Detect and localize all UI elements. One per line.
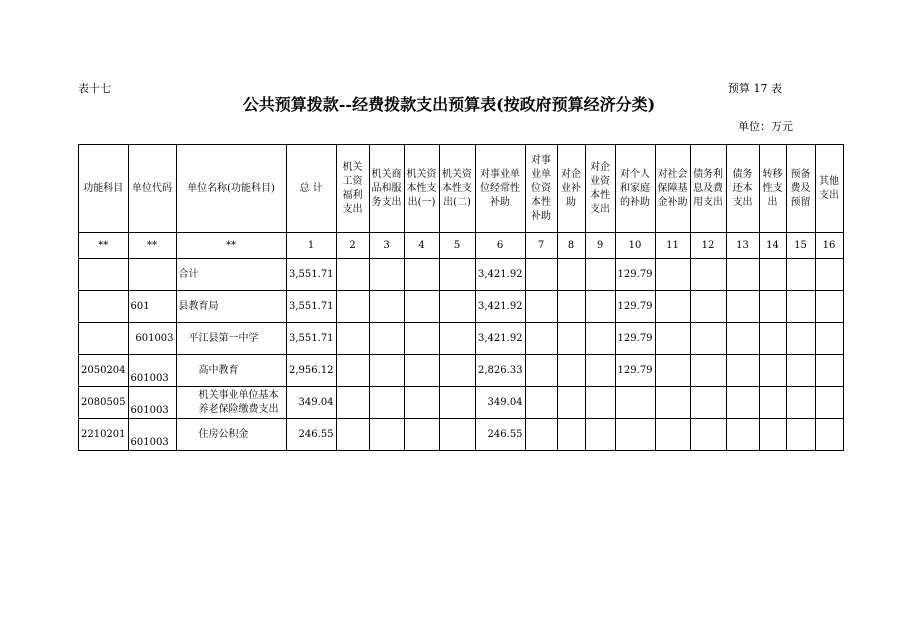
table-cell bbox=[557, 355, 585, 387]
table-cell bbox=[439, 355, 475, 387]
c10-cell: 129.79 bbox=[615, 259, 655, 291]
table-cell bbox=[369, 323, 404, 355]
index-cell: 6 bbox=[475, 233, 525, 259]
index-cell: 7 bbox=[525, 233, 557, 259]
table-cell bbox=[726, 323, 759, 355]
col-header-c3: 机关商品和服务支出 bbox=[369, 145, 404, 233]
col-header-c8: 对企业补助 bbox=[557, 145, 585, 233]
index-cell: 15 bbox=[786, 233, 815, 259]
table-cell bbox=[439, 323, 475, 355]
total-cell: 246.55 bbox=[286, 419, 336, 451]
table-cell bbox=[557, 419, 585, 451]
index-cell: ** bbox=[79, 233, 129, 259]
func-subject-cell bbox=[79, 419, 129, 451]
unit-name: 平江县第一中学 bbox=[188, 332, 259, 344]
table-row bbox=[79, 323, 844, 355]
table-cell bbox=[655, 355, 690, 387]
table-cell bbox=[369, 291, 404, 323]
table-cell bbox=[815, 355, 843, 387]
col-header-c5: 机关资本性支出(二) bbox=[439, 145, 475, 233]
func-subject-code: 2050204 bbox=[81, 364, 126, 376]
table-header-row bbox=[79, 145, 844, 233]
table-cell bbox=[369, 259, 404, 291]
col-header-c16: 其他支出 bbox=[815, 145, 843, 233]
col-header-c12: 债务利息及费用支出 bbox=[690, 145, 726, 233]
unit-name: 高中教育 bbox=[198, 364, 239, 376]
table-cell bbox=[585, 291, 615, 323]
table-cell bbox=[726, 291, 759, 323]
table-cell bbox=[786, 259, 815, 291]
c10-cell: 129.79 bbox=[615, 323, 655, 355]
index-cell: 14 bbox=[759, 233, 786, 259]
col-header-unit-name: 单位名称(功能科目) bbox=[176, 145, 286, 233]
table-cell bbox=[336, 323, 369, 355]
table-cell bbox=[439, 419, 475, 451]
table-cell bbox=[439, 259, 475, 291]
table-cell bbox=[690, 291, 726, 323]
table-cell bbox=[815, 291, 843, 323]
index-cell: 12 bbox=[690, 233, 726, 259]
table-cell bbox=[726, 419, 759, 451]
c6-cell: 246.55 bbox=[475, 419, 525, 451]
index-cell: 16 bbox=[815, 233, 843, 259]
table-cell bbox=[759, 419, 786, 451]
total-cell: 3,551.71 bbox=[286, 291, 336, 323]
unit-code-cell bbox=[128, 355, 176, 387]
index-cell: 13 bbox=[726, 233, 759, 259]
unit-code: 601003 bbox=[130, 437, 169, 448]
index-cell: 9 bbox=[585, 233, 615, 259]
index-cell: 8 bbox=[557, 233, 585, 259]
budget-table bbox=[78, 144, 844, 451]
total-cell: 2,956.12 bbox=[286, 355, 336, 387]
total-cell: 3,551.71 bbox=[286, 259, 336, 291]
table-cell bbox=[585, 355, 615, 387]
func-subject-code: 2080505 bbox=[81, 396, 126, 408]
index-cell: 2 bbox=[336, 233, 369, 259]
c6-cell: 3,421.92 bbox=[475, 291, 525, 323]
table-cell bbox=[815, 419, 843, 451]
total-cell: 349.04 bbox=[286, 387, 336, 419]
unit-code-cell bbox=[128, 419, 176, 451]
table-cell bbox=[690, 259, 726, 291]
table-cell bbox=[404, 387, 439, 419]
func-subject-cell bbox=[79, 323, 129, 355]
table-cell bbox=[557, 291, 585, 323]
table-cell bbox=[786, 355, 815, 387]
table-cell bbox=[525, 259, 557, 291]
index-cell: 5 bbox=[439, 233, 475, 259]
table-cell bbox=[726, 355, 759, 387]
table-cell bbox=[585, 323, 615, 355]
table-cell bbox=[336, 259, 369, 291]
unit-code-cell bbox=[128, 323, 176, 355]
table-cell bbox=[655, 291, 690, 323]
table-cell bbox=[655, 387, 690, 419]
col-header-c2: 机关工资福利支出 bbox=[336, 145, 369, 233]
table-cell bbox=[655, 259, 690, 291]
table-cell bbox=[404, 355, 439, 387]
table-cell bbox=[690, 419, 726, 451]
table-cell bbox=[557, 323, 585, 355]
table-cell bbox=[525, 323, 557, 355]
c6-cell: 2,826.33 bbox=[475, 355, 525, 387]
table-cell bbox=[759, 291, 786, 323]
unit-name: 县教育局 bbox=[178, 300, 219, 312]
table-cell bbox=[369, 419, 404, 451]
index-cell: 1 bbox=[286, 233, 336, 259]
table-cell bbox=[690, 387, 726, 419]
unit-label: 单位：万元 bbox=[738, 120, 793, 133]
table-cell bbox=[525, 355, 557, 387]
table-cell bbox=[404, 419, 439, 451]
col-header-c11: 对社会保障基金补助 bbox=[655, 145, 690, 233]
table-cell bbox=[786, 323, 815, 355]
col-header-c14: 转移性支出 bbox=[759, 145, 786, 233]
col-header-c15: 预备费及预留 bbox=[786, 145, 815, 233]
unit-name-cell bbox=[176, 291, 286, 323]
table-cell bbox=[655, 323, 690, 355]
index-cell: 10 bbox=[615, 233, 655, 259]
table-row bbox=[79, 419, 844, 451]
unit-name-cell bbox=[176, 355, 286, 387]
table-cell bbox=[439, 387, 475, 419]
table-cell bbox=[439, 291, 475, 323]
col-header-c7: 对事业单位资本性补助 bbox=[525, 145, 557, 233]
table-cell bbox=[557, 387, 585, 419]
unit-name-cell bbox=[176, 419, 286, 451]
budget-table-code: 预算 17 表 bbox=[728, 82, 782, 95]
c10-cell: 129.79 bbox=[615, 291, 655, 323]
index-cell: ** bbox=[128, 233, 176, 259]
table-cell bbox=[690, 355, 726, 387]
table-cell bbox=[759, 323, 786, 355]
table-cell bbox=[585, 419, 615, 451]
c10-cell: 129.79 bbox=[615, 355, 655, 387]
col-header-c9: 对企业资本性支出 bbox=[585, 145, 615, 233]
page-title: 公共预算拨款--经费拨款支出预算表(按政府预算经济分类) bbox=[242, 95, 656, 114]
table-cell bbox=[786, 387, 815, 419]
col-header-func-subject: 功能科目 bbox=[79, 145, 129, 233]
col-header-c13: 债务还本支出 bbox=[726, 145, 759, 233]
table-cell bbox=[690, 323, 726, 355]
table-row bbox=[79, 291, 844, 323]
col-header-unit-code: 单位代码 bbox=[128, 145, 176, 233]
table-cell bbox=[525, 291, 557, 323]
table-cell bbox=[655, 419, 690, 451]
c6-cell: 349.04 bbox=[475, 387, 525, 419]
table-cell bbox=[759, 355, 786, 387]
table-cell bbox=[404, 259, 439, 291]
c6-cell: 3,421.92 bbox=[475, 323, 525, 355]
col-header-c6: 对事业单位经常性补助 bbox=[475, 145, 525, 233]
table-index-row bbox=[79, 233, 844, 259]
table-cell bbox=[336, 355, 369, 387]
c10-cell bbox=[615, 419, 655, 451]
unit-code-cell bbox=[128, 387, 176, 419]
unit-code: 601003 bbox=[130, 405, 169, 416]
index-cell: 3 bbox=[369, 233, 404, 259]
unit-code: 601 bbox=[130, 300, 150, 312]
table-cell bbox=[815, 323, 843, 355]
col-header-c10: 对个人和家庭的补助 bbox=[615, 145, 655, 233]
table-cell bbox=[336, 291, 369, 323]
table-cell bbox=[815, 259, 843, 291]
table-cell bbox=[815, 387, 843, 419]
c6-cell: 3,421.92 bbox=[475, 259, 525, 291]
table-cell bbox=[759, 387, 786, 419]
unit-name: 机关事业单位基本养老保险缴费支出 bbox=[198, 389, 279, 415]
index-cell: ** bbox=[176, 233, 286, 259]
unit-name-cell bbox=[176, 323, 286, 355]
unit-name: 合计 bbox=[178, 268, 199, 280]
table-cell bbox=[525, 387, 557, 419]
unit-code-cell bbox=[128, 291, 176, 323]
func-subject-code: 2210201 bbox=[81, 428, 126, 440]
unit-code: 601003 bbox=[130, 373, 169, 384]
table-cell bbox=[726, 387, 759, 419]
func-subject-cell bbox=[79, 355, 129, 387]
total-cell: 3,551.71 bbox=[286, 323, 336, 355]
table-cell bbox=[786, 291, 815, 323]
table-cell bbox=[404, 323, 439, 355]
table-cell bbox=[369, 355, 404, 387]
table-cell bbox=[726, 259, 759, 291]
func-subject-cell bbox=[79, 259, 129, 291]
table-cell bbox=[557, 259, 585, 291]
table-row bbox=[79, 355, 844, 387]
index-cell: 11 bbox=[655, 233, 690, 259]
col-header-c4: 机关资本性支出(一) bbox=[404, 145, 439, 233]
table-row bbox=[79, 387, 844, 419]
table-row bbox=[79, 259, 844, 291]
table-cell bbox=[585, 259, 615, 291]
func-subject-cell bbox=[79, 291, 129, 323]
unit-name: 住房公积金 bbox=[198, 428, 249, 440]
col-header-total: 总 计 bbox=[286, 145, 336, 233]
table-cell bbox=[369, 387, 404, 419]
table-cell bbox=[525, 419, 557, 451]
unit-code-cell bbox=[128, 259, 176, 291]
table-cell bbox=[786, 419, 815, 451]
index-cell: 4 bbox=[404, 233, 439, 259]
func-subject-cell bbox=[79, 387, 129, 419]
table-cell bbox=[404, 291, 439, 323]
c10-cell bbox=[615, 387, 655, 419]
unit-name-cell bbox=[176, 259, 286, 291]
table-cell bbox=[336, 387, 369, 419]
table-cell bbox=[336, 419, 369, 451]
table-cell bbox=[585, 387, 615, 419]
unit-name-cell bbox=[176, 387, 286, 419]
table-number-label: 表十七 bbox=[78, 82, 111, 95]
table-cell bbox=[759, 259, 786, 291]
unit-code: 601003 bbox=[135, 332, 174, 344]
